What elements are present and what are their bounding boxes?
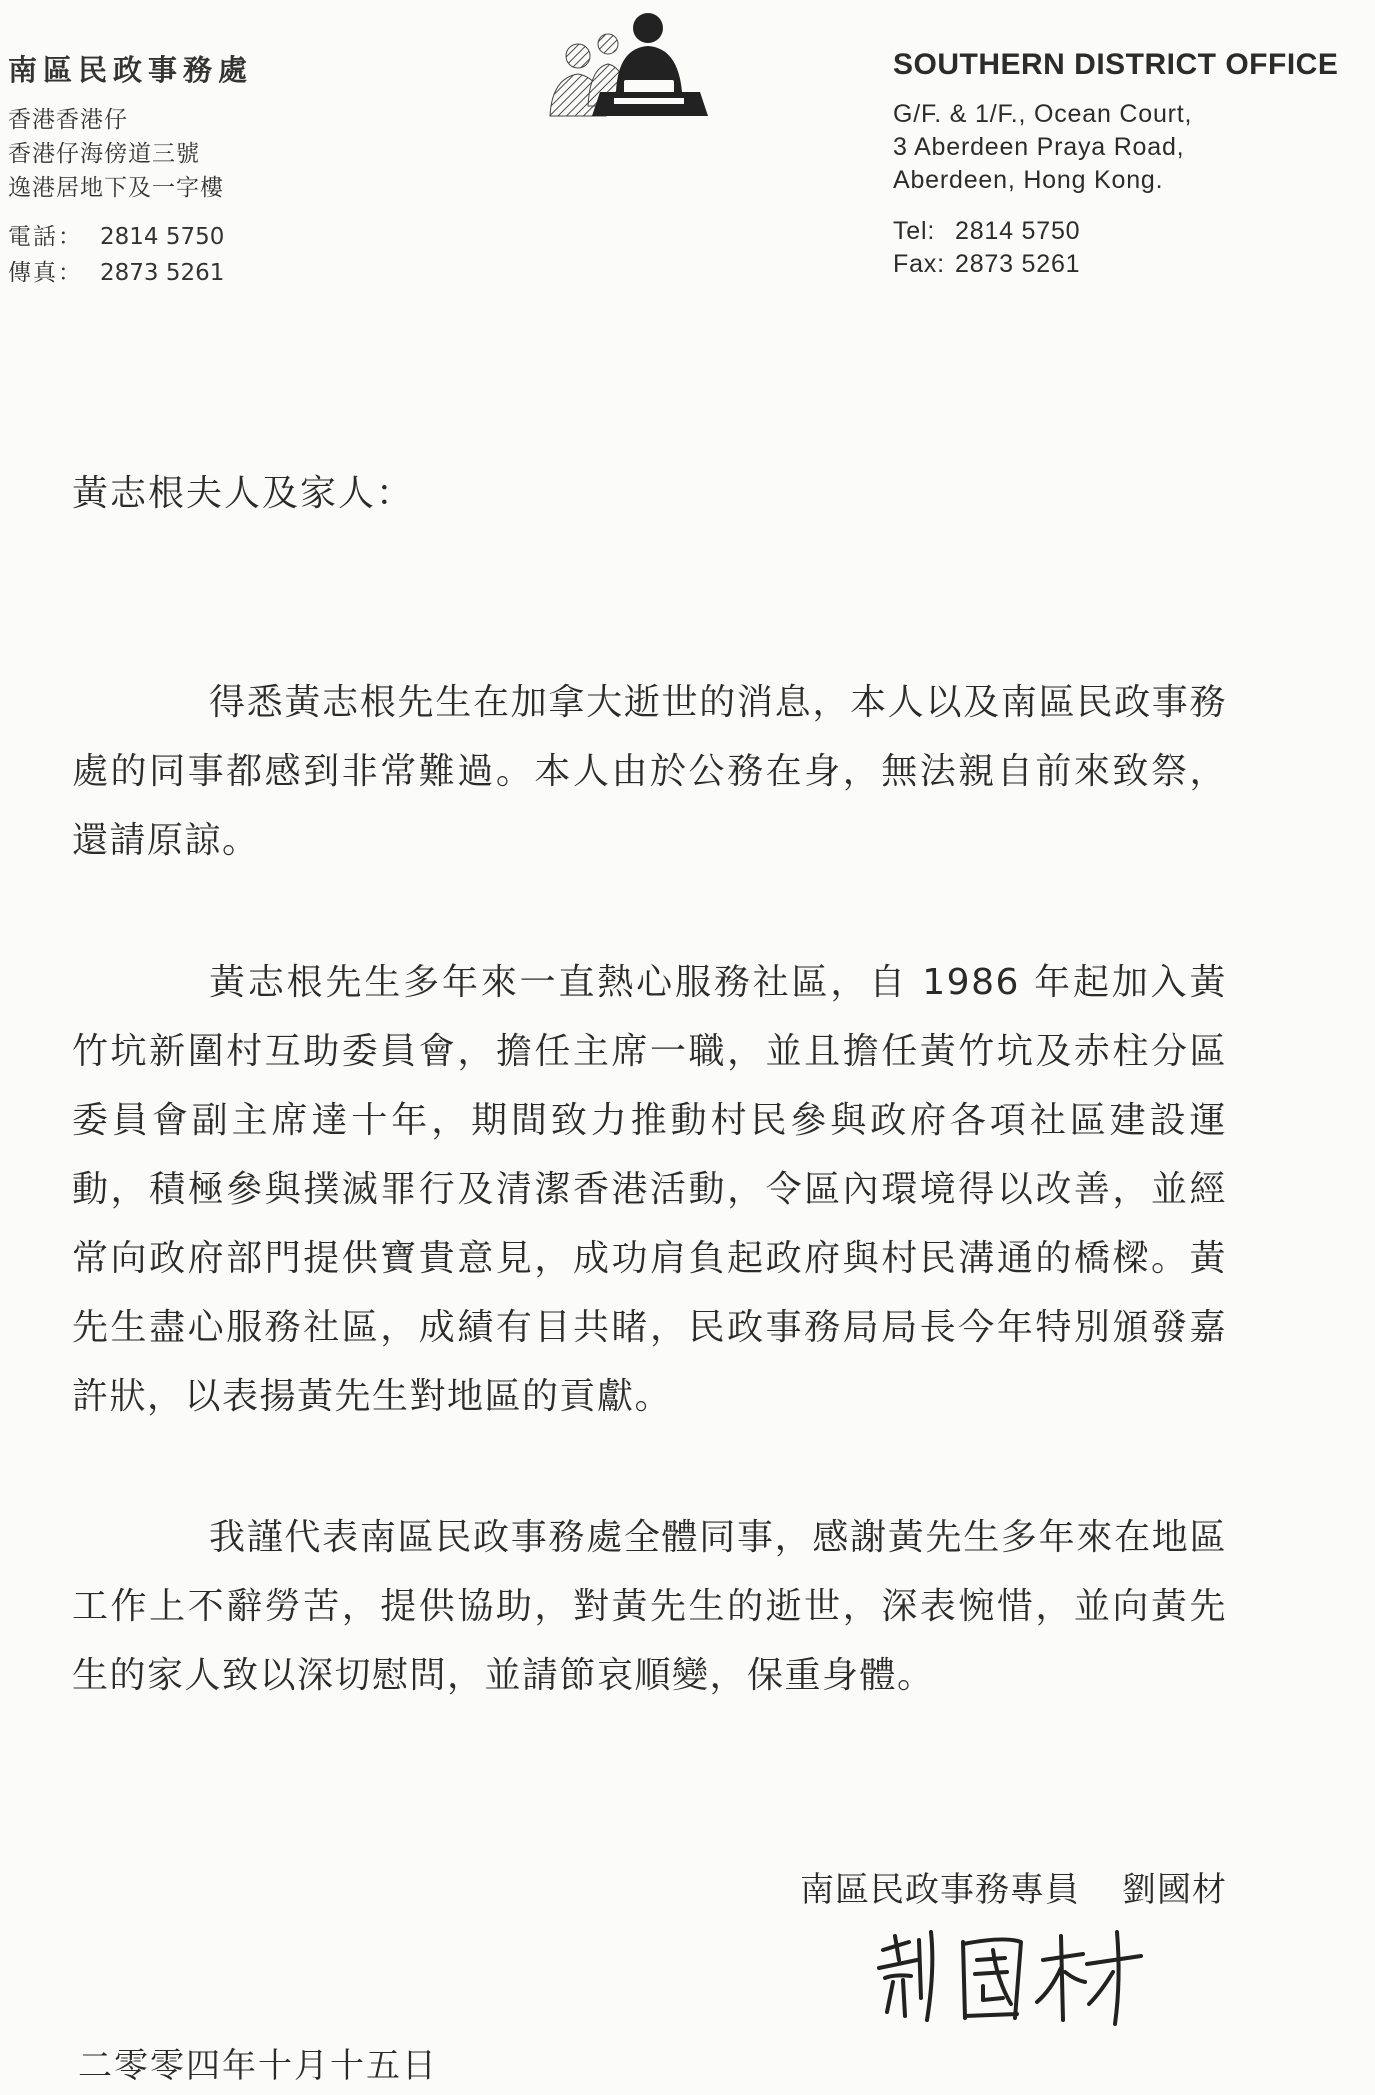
signer-title: 南區民政事務專員: [800, 1870, 1080, 1910]
address-line-english: Aberdeen, Hong Kong.: [893, 166, 1164, 194]
signer-line: [800, 1862, 1227, 1911]
contacts-chinese: [8, 219, 338, 291]
address-line-chinese: 香港香港仔: [8, 107, 128, 133]
address-line-chinese: 逸港居地下及一字樓: [8, 175, 224, 201]
salutation: 黃志根夫人及家人：: [72, 473, 415, 514]
letter-date: 二零零四年十月十五日: [78, 2046, 438, 2086]
letterhead-chinese: [8, 48, 338, 291]
fax-row-chinese: [8, 255, 338, 291]
tel-label-english: Tel:: [893, 217, 936, 245]
handwritten-signature: [865, 1920, 1155, 2028]
signer-name: 劉國材: [1122, 1870, 1227, 1910]
fax-row-english: [893, 248, 1363, 281]
address-line-english: G/F. & 1/F., Ocean Court,: [893, 100, 1193, 128]
org-name-chinese: 南區民政事務處: [8, 53, 254, 87]
org-name-english: SOUTHERN DISTRICT OFFICE: [893, 48, 1339, 81]
civic-emblem-icon: [540, 6, 720, 124]
address-line-english: 3 Aberdeen Praya Road,: [893, 133, 1185, 161]
fax-number-chinese: 2873 5261: [100, 260, 225, 286]
tel-label-chinese: 電話：: [8, 224, 83, 250]
body-paragraph: 我謹代表南區民政事務處全體同事，感謝黃先生多年來在地區工作上不辭勞苦，提供協助，對黃先生的逝世，深表惋惜，並向黃先生的家人致以深切慰問，並請節哀順變，保重身體。: [72, 1517, 1227, 1696]
tel-row-chinese: [8, 219, 338, 255]
fax-label-english: Fax:: [893, 250, 945, 278]
address-line-chinese: 香港仔海傍道三號: [8, 141, 200, 167]
contacts-english: [893, 215, 1363, 281]
fax-number-english: 2873 5261: [955, 250, 1081, 278]
fax-label-chinese: 傳真：: [8, 260, 83, 286]
tel-row-english: [893, 215, 1363, 248]
tel-number-english: 2814 5750: [955, 217, 1081, 245]
letterhead-english: [893, 48, 1363, 281]
body-paragraph: 得悉黃志根先生在加拿大逝世的消息，本人以及南區民政事務處的同事都感到非常難過。本人由於公務在身，無法親自前來致祭，還請原諒。: [72, 682, 1227, 861]
tel-number-chinese: 2814 5750: [100, 224, 225, 250]
body-paragraph: 黃志根先生多年來一直熱心服務社區，自 1986 年起加入黃竹坑新圍村互助委員會，擔任主席一職，並且擔任黃竹坑及赤柱分區委員會副主席達十年，期間致力推動村民參與政府各項社區建設運動，積極參與撲滅罪行及清潔香港活動，令區內環境得以改善，並經常向政府部門提供寶貴意見，成功肩負起政府與村民溝通的橋樑。黃先生盡心服務社區，成績有目共睹，民政事務局局長今年特別頒發嘉許狀，以表揚黃先生對地區的貢獻。: [72, 962, 1227, 1417]
